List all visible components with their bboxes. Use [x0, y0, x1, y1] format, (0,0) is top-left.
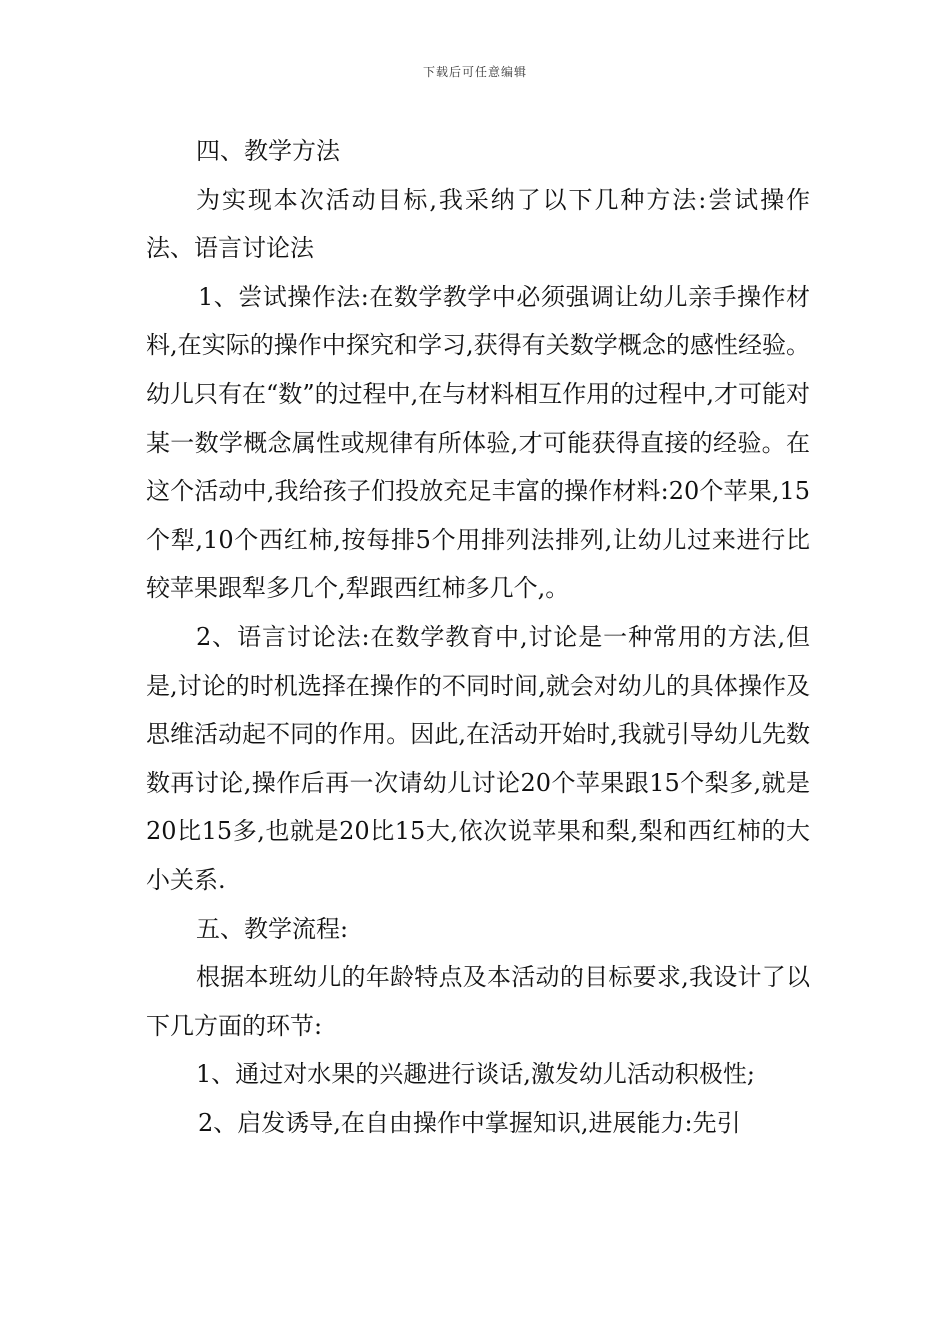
section-heading-teaching-methods: 四、教学方法 [196, 137, 340, 165]
paragraph-methods-intro: 为实现本次活动目标,我采纳了以下几种方法:尝试操作法、语言讨论法 [146, 185, 810, 263]
document-body [146, 127, 810, 1147]
paragraph-language-discussion-method: 2、语言讨论法:在数学教育中,讨论是一种常用的方法,但是,讨论的时机选择在操作的不同时间,就会对幼儿的具体操作及思维活动起不同的作用。因此,在活动开始时,我就引导幼儿先数数再讨论,操作后再一次请幼儿讨论20个苹果跟15个梨多,就是20比15多,也就是20比15大,依次说苹果和梨,梨和西红柿的大小关系. [146, 622, 810, 894]
paragraph-process-step-1: 1、通过对水果的兴趣进行谈话,激发幼儿活动积极性; [196, 1060, 755, 1089]
section-heading-teaching-process: 五、教学流程: [196, 914, 349, 943]
paragraph-trial-operation-method: 1、尝试操作法:在数学教学中必须强调让幼儿亲手操作材料,在实际的操作中探究和学习,获得有关数学概念的感性经验。幼儿只有在“数”的过程中,在与材料相互作用的过程中,才可能对某一数学概念属性或规律有所体验,才可能获得直接的经验。在这个活动中,我给孩子们投放充足丰富的操作材料:20个苹果,15个犁,10个西红柿,按每排5个用排列法排列,让幼儿过来进行比较苹果跟犁多几个,犁跟西红柿多几个,。 [146, 282, 810, 603]
page-header: 下载后可任意编辑 [422, 65, 527, 79]
paragraph-process-intro: 根据本班幼儿的年龄特点及本活动的目标要求,我设计了以下几方面的环节: [146, 963, 810, 1040]
paragraph-process-step-2: 2、启发诱导,在自由操作中掌握知识,进展能力:先引 [198, 1108, 741, 1137]
